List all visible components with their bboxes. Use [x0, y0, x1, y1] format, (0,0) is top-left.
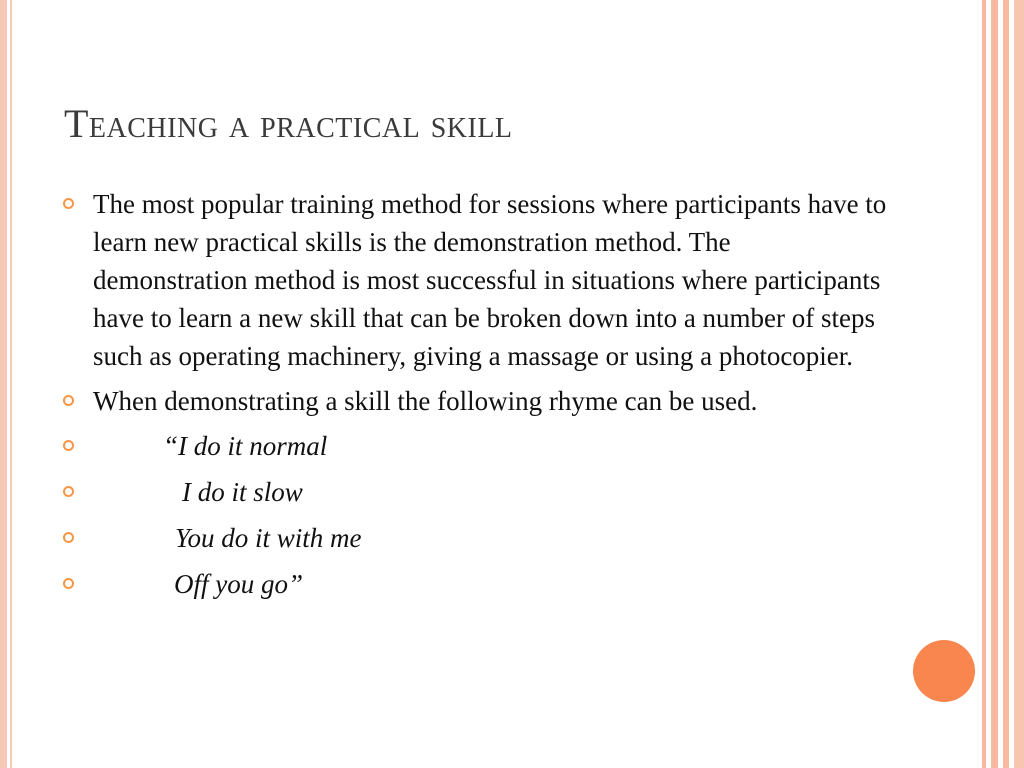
bullet-ring-icon [63, 486, 74, 497]
right-stripe-decor [1003, 0, 1009, 768]
rhyme-line [60, 519, 890, 557]
right-stripe-decor [1014, 0, 1024, 768]
right-stripe-decor [982, 0, 986, 768]
rhyme-line [60, 427, 890, 465]
right-stripe-decor [991, 0, 998, 768]
decorative-circle [913, 640, 975, 702]
rhyme-text: I do it slow [182, 477, 303, 507]
slide-body [60, 185, 890, 611]
rhyme-text: Off you go” [174, 569, 304, 599]
bullet-ring-icon [63, 440, 74, 451]
bullet-ring-icon [63, 198, 74, 209]
left-border-decor [0, 0, 7, 768]
bullet-ring-icon [63, 578, 74, 589]
rhyme-line [60, 565, 890, 603]
rhyme-text: You do it with me [175, 523, 362, 553]
bullet-text: The most popular training method for sessions where participants have to learn new practical skills is the demonstration method. The demonstration method is most successful in situations where participants have to learn a new skill that can be broken down into a number of steps such as operating machinery, giving a massage or using a photocopier. [93, 189, 887, 371]
bullet-ring-icon [63, 395, 74, 406]
bullet-item [60, 382, 890, 420]
bullet-item [60, 185, 890, 375]
bullet-text: When demonstrating a skill the following rhyme can be used. [93, 386, 758, 416]
slide-title: Teaching a practical skill [64, 101, 513, 146]
rhyme-line [60, 473, 890, 511]
bullet-ring-icon [63, 532, 74, 543]
left-border-line [10, 0, 12, 768]
rhyme-text: “I do it normal [163, 431, 328, 461]
